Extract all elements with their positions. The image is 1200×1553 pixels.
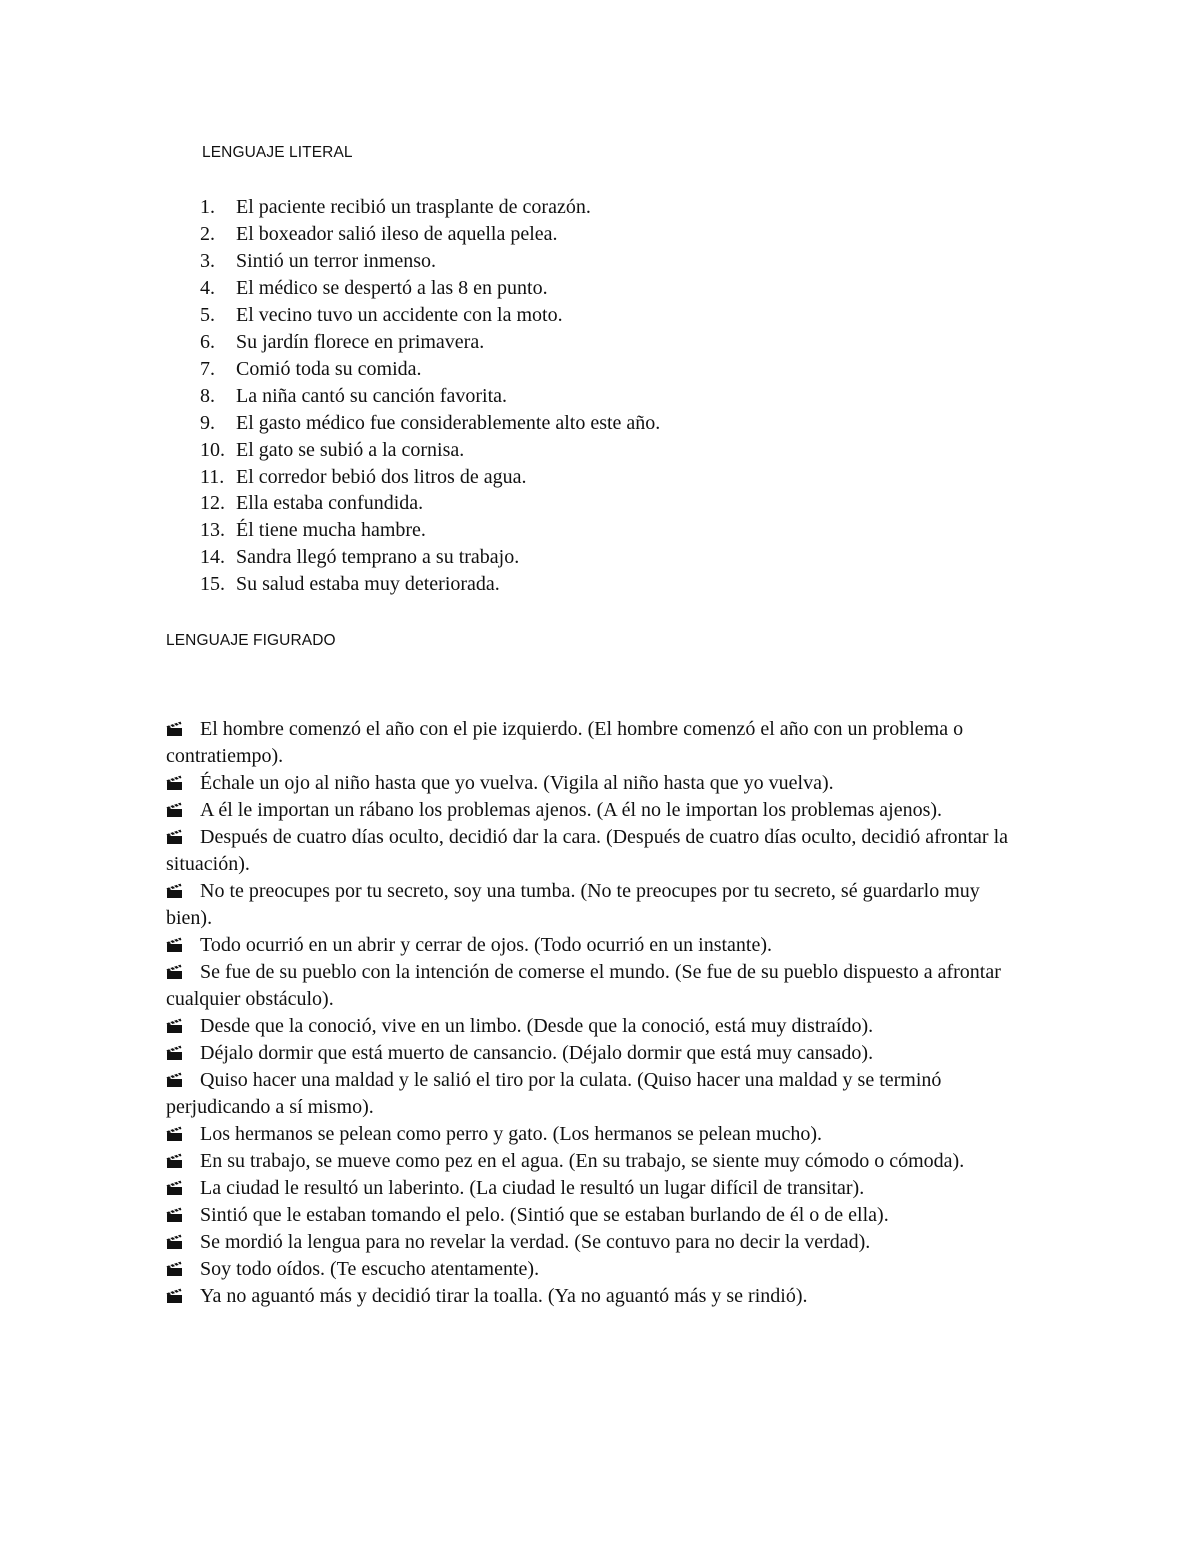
list-item [166, 932, 1026, 959]
figurado-list [166, 716, 1026, 1310]
list-item [166, 1256, 1026, 1283]
item-text: Soy todo oídos. (Te escucho atentamente). [200, 1258, 540, 1280]
item-text: Se mordió la lengua para no revelar la verdad. (Se contuvo para no decir la verdad). [200, 1231, 871, 1253]
list-item [166, 1148, 1026, 1175]
clapperboard-icon [166, 721, 183, 737]
clapperboard-icon [166, 775, 183, 791]
list-item [166, 770, 1026, 797]
item-text: El corredor bebió dos litros de agua. [236, 465, 527, 488]
list-item [166, 1175, 1026, 1202]
item-text: El vecino tuvo un accidente con la moto. [236, 303, 563, 326]
item-text: Ya no aguantó más y decidió tirar la toalla. (Ya no aguantó más y se rindió). [200, 1285, 808, 1307]
clapperboard-icon [166, 964, 183, 980]
item-text: Su salud estaba muy deteriorada. [236, 573, 500, 596]
clapperboard-icon [166, 1261, 183, 1277]
list-item [200, 194, 1020, 221]
item-text: Él tiene mucha hambre. [236, 519, 426, 542]
item-text: Después de cuatro días oculto, decidió dar la cara. (Después de cuatro días oculto, decidió afrontar la situación). [166, 826, 1009, 875]
item-number: 12. [200, 492, 225, 515]
item-text: Desde que la conoció, vive en un limbo. (Desde que la conoció, está muy distraído). [200, 1015, 874, 1037]
item-text: Échale un ojo al niño hasta que yo vuelva. (Vigila al niño hasta que yo vuelva). [200, 772, 834, 794]
clapperboard-icon [166, 1234, 183, 1250]
item-text: Comió toda su comida. [236, 357, 422, 380]
list-item [166, 716, 1026, 770]
item-text: Quiso hacer una maldad y le salió el tiro por la culata. (Quiso hacer una maldad y se terminó perjudicando a sí mismo). [166, 1069, 942, 1118]
list-item [166, 1283, 1026, 1310]
clapperboard-icon [166, 1045, 183, 1061]
clapperboard-icon [166, 829, 183, 845]
list-item [200, 544, 1020, 571]
item-text: Se fue de su pueblo con la intención de comerse el mundo. (Se fue de su pueblo dispuesto a afrontar cualquier obstáculo). [166, 961, 1001, 1010]
clapperboard-icon [166, 937, 183, 953]
item-number: 3. [200, 249, 215, 272]
item-number: 4. [200, 276, 215, 299]
item-number: 13. [200, 519, 225, 542]
item-text: El gato se subió a la cornisa. [236, 438, 465, 461]
item-text: El paciente recibió un trasplante de corazón. [236, 196, 591, 218]
list-item [200, 437, 1020, 464]
list-item [166, 1229, 1026, 1256]
list-item [200, 464, 1020, 491]
list-item [200, 356, 1020, 383]
list-item [166, 959, 1026, 1013]
list-item [166, 1040, 1026, 1067]
list-item [200, 490, 1020, 517]
heading-lenguaje-figurado: LENGUAJE FIGURADO [166, 632, 336, 649]
item-text: La ciudad le resultó un laberinto. (La ciudad le resultó un lugar difícil de transitar). [200, 1177, 865, 1199]
clapperboard-icon [166, 1126, 183, 1142]
list-item [166, 1121, 1026, 1148]
item-number: 15. [200, 573, 225, 596]
literal-list [200, 194, 1020, 598]
clapperboard-icon [166, 1207, 183, 1223]
list-item [200, 221, 1020, 248]
item-text: Sandra llegó temprano a su trabajo. [236, 546, 520, 569]
item-text: Los hermanos se pelean como perro y gato. (Los hermanos se pelean mucho). [200, 1123, 823, 1145]
clapperboard-icon [166, 883, 183, 899]
list-item [166, 878, 1026, 932]
clapperboard-icon [166, 1288, 183, 1304]
item-number: 9. [200, 411, 215, 434]
list-item [200, 410, 1020, 437]
list-item [166, 1013, 1026, 1040]
list-item [166, 1067, 1026, 1121]
list-item [166, 1202, 1026, 1229]
item-text: A él le importan un rábano los problemas ajenos. (A él no le importan los problemas ajenos). [200, 799, 943, 821]
item-number: 6. [200, 330, 215, 353]
item-text: Ella estaba confundida. [236, 492, 424, 515]
list-item [200, 248, 1020, 275]
item-text: El boxeador salió ileso de aquella pelea. [236, 222, 558, 245]
item-number: 2. [200, 222, 215, 245]
item-text: El hombre comenzó el año con el pie izquierdo. (El hombre comenzó el año con un problema o contratiempo). [166, 718, 964, 767]
item-text: El gasto médico fue considerablemente alto este año. [236, 411, 661, 434]
item-text: Sintió que le estaban tomando el pelo. (Sintió que se estaban burlando de él o de ella). [200, 1204, 889, 1226]
list-item [200, 383, 1020, 410]
list-item [200, 329, 1020, 356]
item-number: 14. [200, 546, 225, 569]
item-text: El médico se despertó a las 8 en punto. [236, 276, 548, 299]
item-text: No te preocupes por tu secreto, soy una tumba. (No te preocupes por tu secreto, sé guardarlo muy bien). [166, 880, 980, 929]
clapperboard-icon [166, 1018, 183, 1034]
item-number: 10. [200, 438, 225, 461]
item-text: Todo ocurrió en un abrir y cerrar de ojos. (Todo ocurrió en un instante). [200, 934, 773, 956]
item-text: Déjalo dormir que está muerto de cansancio. (Déjalo dormir que está muy cansado). [200, 1042, 874, 1064]
item-text: Sintió un terror inmenso. [236, 249, 436, 272]
clapperboard-icon [166, 1072, 183, 1088]
item-text: En su trabajo, se mueve como pez en el agua. (En su trabajo, se siente muy cómodo o cómoda). [200, 1150, 965, 1172]
list-item [166, 797, 1026, 824]
item-number: 8. [200, 384, 215, 407]
clapperboard-icon [166, 1153, 183, 1169]
clapperboard-icon [166, 802, 183, 818]
list-item [166, 824, 1026, 878]
item-number: 7. [200, 357, 215, 380]
list-item [200, 517, 1020, 544]
list-item [200, 275, 1020, 302]
item-number: 5. [200, 303, 215, 326]
list-item [200, 571, 1020, 598]
heading-lenguaje-literal: LENGUAJE LITERAL [202, 144, 353, 161]
list-item [200, 302, 1020, 329]
item-text: Su jardín florece en primavera. [236, 330, 485, 353]
item-number: 1. [200, 196, 215, 218]
item-text: La niña cantó su canción favorita. [236, 384, 507, 407]
item-number: 11. [200, 465, 225, 488]
clapperboard-icon [166, 1180, 183, 1196]
